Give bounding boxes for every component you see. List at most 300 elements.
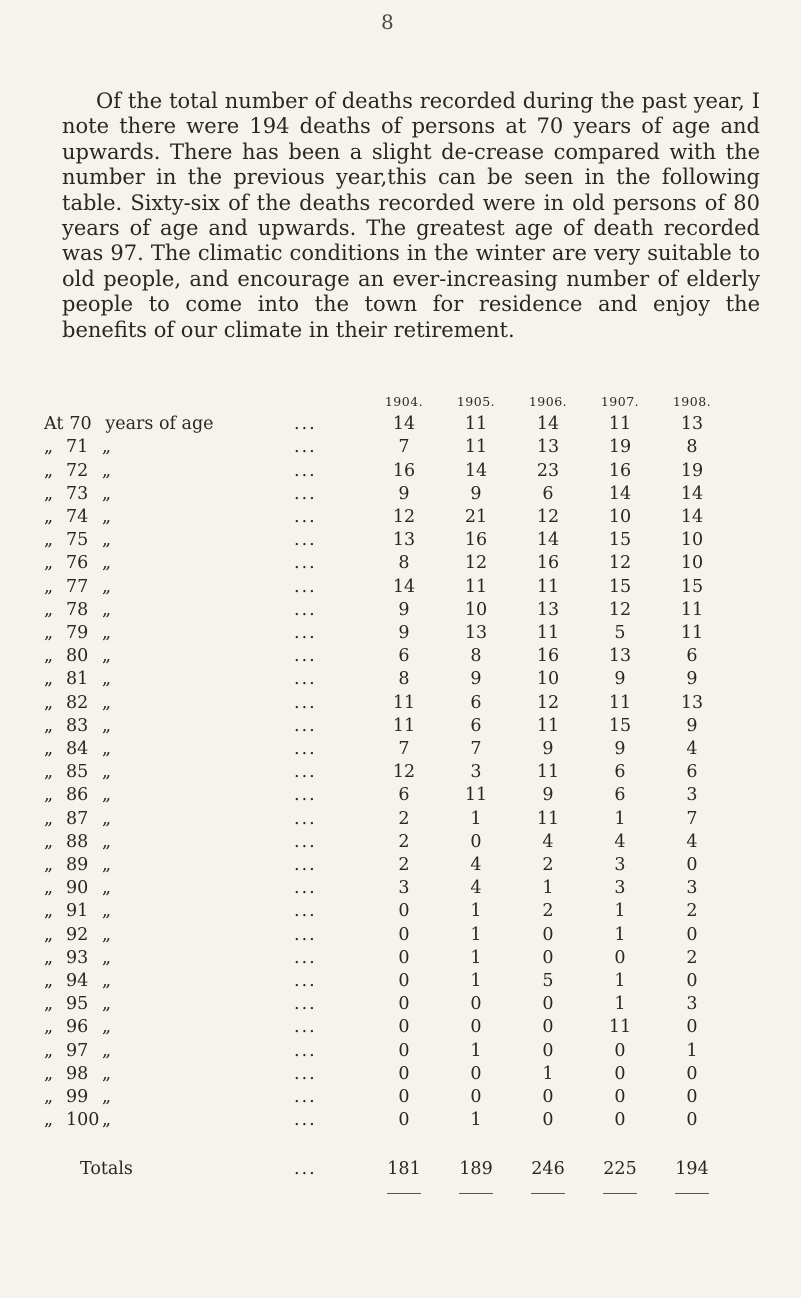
table-row	[44, 738, 728, 761]
death-count-cell: 11	[464, 576, 488, 597]
age-label	[44, 854, 294, 877]
death-count-cell: 0	[398, 1017, 410, 1038]
table-row	[44, 1086, 728, 1109]
age-label	[44, 900, 294, 923]
row-suffix: „	[102, 553, 112, 574]
death-count-cell: 0	[686, 1063, 698, 1084]
rule-line	[459, 1193, 493, 1194]
age-label	[44, 1109, 294, 1132]
death-count-cell: 9	[542, 739, 554, 760]
death-count-cell: 6	[470, 715, 482, 736]
age-value: 79	[66, 623, 89, 644]
death-count-cell: 1	[470, 971, 482, 992]
death-count-cell: 13	[680, 692, 704, 713]
death-count-cell: 1	[614, 808, 626, 829]
row-dots: ...	[294, 553, 317, 574]
death-count-cell: 0	[470, 831, 482, 852]
death-count-cell: 1	[542, 878, 554, 899]
row-dots: ...	[294, 530, 317, 551]
row-prefix: „	[44, 971, 54, 992]
death-count-cell: 0	[614, 1063, 626, 1084]
death-count-cell: 0	[398, 1087, 410, 1108]
death-count-cell: 12	[536, 507, 560, 528]
row-dots: ...	[294, 576, 317, 597]
row-dots: ...	[294, 483, 317, 504]
death-count-cell: 0	[470, 1063, 482, 1084]
death-count-cell: 4	[686, 739, 698, 760]
row-prefix: „	[44, 507, 54, 528]
row-suffix: „	[102, 692, 112, 713]
death-count-cell: 4	[470, 878, 482, 899]
age-label	[44, 576, 294, 599]
death-count-cell: 12	[608, 553, 632, 574]
death-count-cell: 11	[392, 692, 416, 713]
year-header: 1908.	[672, 394, 712, 409]
death-count-cell: 1	[470, 808, 482, 829]
death-count-cell: 1	[614, 994, 626, 1015]
row-prefix: „	[44, 715, 54, 736]
death-count-cell: 0	[542, 994, 554, 1015]
row-suffix: „	[102, 831, 112, 852]
age-value: 81	[66, 669, 89, 690]
row-prefix: „	[44, 878, 54, 899]
death-count-cell: 3	[686, 785, 698, 806]
row-dots: ...	[294, 739, 317, 760]
row-suffix: „	[102, 1110, 112, 1131]
death-count-cell: 15	[608, 530, 632, 551]
table-row	[44, 808, 728, 831]
row-suffix: „	[102, 646, 112, 667]
death-count-cell: 11	[464, 437, 488, 458]
age-value: 72	[66, 460, 89, 481]
death-count-cell: 14	[392, 576, 416, 597]
death-count-cell: 13	[464, 623, 488, 644]
table-row	[44, 877, 728, 900]
age-value: 77	[66, 576, 89, 597]
death-count-cell: 14	[536, 414, 560, 435]
death-count-cell: 10	[536, 669, 560, 690]
death-count-cell: 14	[680, 507, 704, 528]
death-count-cell: 3	[398, 878, 410, 899]
death-count-cell: 13	[392, 530, 416, 551]
death-count-cell: 9	[470, 669, 482, 690]
row-dots: ...	[294, 994, 317, 1015]
death-count-cell: 9	[398, 623, 410, 644]
row-suffix: „	[102, 599, 112, 620]
table-row	[44, 576, 728, 599]
death-count-cell: 0	[542, 924, 554, 945]
death-count-cell: 4	[686, 831, 698, 852]
age-label	[44, 1016, 294, 1039]
table-row	[44, 599, 728, 622]
table-row	[44, 552, 728, 575]
year-header: 1904.	[384, 394, 424, 409]
age-label	[44, 877, 294, 900]
age-value: 80	[66, 646, 89, 667]
row-suffix: „	[102, 1087, 112, 1108]
death-count-cell: 0	[614, 1087, 626, 1108]
row-dots: ...	[294, 924, 317, 945]
death-count-cell: 11	[464, 414, 488, 435]
row-dots: ...	[294, 692, 317, 713]
row-prefix: „	[44, 901, 54, 922]
year-header: 1907.	[600, 394, 640, 409]
rule-line	[387, 1193, 421, 1194]
death-count-cell: 14	[608, 483, 632, 504]
totals-label: Totals	[80, 1158, 133, 1179]
death-count-cell: 3	[614, 878, 626, 899]
row-prefix: „	[44, 1040, 54, 1061]
row-dots: ...	[294, 460, 317, 481]
total-cell: 194	[675, 1158, 709, 1179]
death-count-cell: 7	[470, 739, 482, 760]
table-row	[44, 900, 728, 923]
row-suffix: „	[102, 855, 112, 876]
table-row	[44, 413, 728, 436]
age-label	[44, 506, 294, 529]
death-count-cell: 8	[470, 646, 482, 667]
row-dots: ...	[294, 855, 317, 876]
age-label	[44, 413, 294, 436]
row-dots: ...	[294, 646, 317, 667]
row-prefix: „	[44, 646, 54, 667]
table-row	[44, 993, 728, 1016]
row-suffix: years of age	[105, 414, 214, 435]
row-suffix: „	[102, 1040, 112, 1061]
death-count-cell: 2	[542, 901, 554, 922]
death-count-cell: 0	[686, 855, 698, 876]
table-row	[44, 924, 728, 947]
death-count-cell: 2	[398, 808, 410, 829]
death-count-cell: 0	[686, 1017, 698, 1038]
row-suffix: „	[102, 808, 112, 829]
table-row	[44, 715, 728, 738]
death-count-cell: 10	[680, 530, 704, 551]
death-count-cell: 3	[614, 855, 626, 876]
age-label	[44, 947, 294, 970]
row-prefix: „	[44, 1063, 54, 1084]
table-row	[44, 622, 728, 645]
year-header-row	[44, 390, 728, 413]
death-count-cell: 16	[608, 460, 632, 481]
row-dots: ...	[294, 1158, 317, 1179]
death-count-cell: 8	[398, 553, 410, 574]
death-count-cell: 0	[614, 1110, 626, 1131]
table-row	[44, 970, 728, 993]
death-count-cell: 1	[470, 947, 482, 968]
death-count-cell: 23	[536, 460, 560, 481]
table-row	[44, 784, 728, 807]
row-prefix: „	[44, 483, 54, 504]
row-dots: ...	[294, 507, 317, 528]
page-number: 8	[381, 10, 394, 34]
row-prefix: „	[44, 739, 54, 760]
table-row	[44, 692, 728, 715]
row-suffix: „	[102, 878, 112, 899]
death-count-cell: 15	[608, 715, 632, 736]
age-value: 95	[66, 994, 89, 1015]
table-row	[44, 645, 728, 668]
age-label	[44, 715, 294, 738]
death-count-cell: 11	[464, 785, 488, 806]
death-count-cell: 14	[464, 460, 488, 481]
row-prefix: „	[44, 924, 54, 945]
death-count-cell: 16	[536, 646, 560, 667]
age-value: 99	[66, 1087, 89, 1108]
table-row	[44, 1063, 728, 1086]
age-label	[44, 808, 294, 831]
death-count-cell: 10	[608, 507, 632, 528]
age-value: 88	[66, 831, 89, 852]
death-count-cell: 0	[398, 1063, 410, 1084]
row-dots: ...	[294, 971, 317, 992]
age-label	[44, 483, 294, 506]
table-row	[44, 1040, 728, 1063]
death-count-cell: 1	[614, 924, 626, 945]
death-count-cell: 0	[470, 994, 482, 1015]
row-suffix: „	[102, 715, 112, 736]
death-count-cell: 3	[686, 878, 698, 899]
death-count-cell: 0	[398, 994, 410, 1015]
row-suffix: „	[102, 507, 112, 528]
death-count-cell: 2	[398, 855, 410, 876]
death-count-cell: 0	[398, 924, 410, 945]
age-label	[44, 738, 294, 761]
death-count-cell: 14	[680, 483, 704, 504]
row-prefix: „	[44, 692, 54, 713]
death-count-cell: 11	[608, 692, 632, 713]
death-count-cell: 11	[536, 576, 560, 597]
age-label	[44, 993, 294, 1016]
death-count-cell: 11	[680, 623, 704, 644]
table-row	[44, 854, 728, 877]
death-count-cell: 2	[542, 855, 554, 876]
row-dots: ...	[294, 1063, 317, 1084]
row-prefix: „	[44, 437, 54, 458]
death-count-cell: 0	[542, 1040, 554, 1061]
death-count-cell: 2	[398, 831, 410, 852]
death-count-cell: 5	[542, 971, 554, 992]
age-value: 97	[66, 1040, 89, 1061]
row-dots: ...	[294, 947, 317, 968]
row-prefix: „	[44, 460, 54, 481]
row-dots: ...	[294, 901, 317, 922]
age-value: 78	[66, 599, 89, 620]
death-count-cell: 9	[398, 483, 410, 504]
row-dots: ...	[294, 831, 317, 852]
row-dots: ...	[294, 878, 317, 899]
death-count-cell: 11	[536, 623, 560, 644]
age-label	[44, 529, 294, 552]
death-count-cell: 13	[680, 414, 704, 435]
death-count-cell: 3	[686, 994, 698, 1015]
total-cell: 246	[531, 1158, 565, 1179]
year-header: 1905.	[456, 394, 496, 409]
age-value: 93	[66, 947, 89, 968]
age-label	[44, 761, 294, 784]
deaths-by-age-table	[44, 390, 728, 1205]
age-value: 82	[66, 692, 89, 713]
death-count-cell: 0	[398, 1040, 410, 1061]
death-count-cell: 9	[542, 785, 554, 806]
row-prefix: „	[44, 831, 54, 852]
row-suffix: „	[102, 1017, 112, 1038]
row-prefix: „	[44, 1110, 54, 1131]
death-count-cell: 19	[680, 460, 704, 481]
death-count-cell: 15	[680, 576, 704, 597]
age-value: 91	[66, 901, 89, 922]
row-prefix: „	[44, 808, 54, 829]
death-count-cell: 1	[470, 1110, 482, 1131]
row-suffix: „	[102, 437, 112, 458]
death-count-cell: 21	[464, 507, 488, 528]
row-suffix: „	[102, 924, 112, 945]
death-count-cell: 1	[470, 924, 482, 945]
row-dots: ...	[294, 623, 317, 644]
death-count-cell: 0	[686, 1110, 698, 1131]
row-dots: ...	[294, 762, 317, 783]
row-suffix: „	[102, 669, 112, 690]
row-suffix: „	[102, 971, 112, 992]
row-prefix: „	[44, 785, 54, 806]
death-count-cell: 0	[686, 1087, 698, 1108]
age-label	[44, 436, 294, 459]
age-value: 75	[66, 530, 89, 551]
row-suffix: „	[102, 460, 112, 481]
death-count-cell: 11	[608, 414, 632, 435]
age-value: 92	[66, 924, 89, 945]
death-count-cell: 0	[542, 947, 554, 968]
row-dots: ...	[294, 1110, 317, 1131]
table-row	[44, 668, 728, 691]
age-label	[44, 924, 294, 947]
table-row	[44, 529, 728, 552]
death-count-cell: 7	[398, 437, 410, 458]
death-count-cell: 0	[686, 924, 698, 945]
death-count-cell: 11	[536, 762, 560, 783]
death-count-cell: 6	[686, 646, 698, 667]
age-value: 87	[66, 808, 89, 829]
death-count-cell: 10	[680, 553, 704, 574]
death-count-cell: 6	[398, 785, 410, 806]
death-count-cell: 7	[686, 808, 698, 829]
death-count-cell: 13	[608, 646, 632, 667]
row-suffix: „	[102, 623, 112, 644]
age-value: 76	[66, 553, 89, 574]
death-count-cell: 1	[470, 1040, 482, 1061]
row-prefix: „	[44, 669, 54, 690]
death-count-cell: 0	[398, 1110, 410, 1131]
death-count-cell: 9	[614, 739, 626, 760]
row-suffix: „	[102, 576, 112, 597]
death-count-cell: 1	[614, 971, 626, 992]
death-count-cell: 4	[542, 831, 554, 852]
row-dots: ...	[294, 599, 317, 620]
death-count-cell: 0	[470, 1087, 482, 1108]
death-count-cell: 0	[614, 1040, 626, 1061]
rule-line	[531, 1193, 565, 1194]
row-dots: ...	[294, 414, 317, 435]
death-count-cell: 0	[542, 1110, 554, 1131]
row-suffix: „	[102, 483, 112, 504]
death-count-cell: 0	[398, 971, 410, 992]
age-label	[44, 831, 294, 854]
age-value: 70	[69, 414, 92, 435]
death-count-cell: 15	[608, 576, 632, 597]
death-count-cell: 11	[536, 715, 560, 736]
age-label	[44, 622, 294, 645]
death-count-cell: 9	[398, 599, 410, 620]
death-count-cell: 7	[398, 739, 410, 760]
death-count-cell: 8	[398, 669, 410, 690]
row-dots: ...	[294, 808, 317, 829]
total-cell: 225	[603, 1158, 637, 1179]
age-label	[44, 970, 294, 993]
row-suffix: „	[102, 785, 112, 806]
death-count-cell: 8	[686, 437, 698, 458]
total-cell: 189	[459, 1158, 493, 1179]
table-row	[44, 1016, 728, 1039]
total-cell: 181	[387, 1158, 421, 1179]
death-count-cell: 2	[686, 947, 698, 968]
table-row	[44, 436, 728, 459]
death-count-cell: 11	[680, 599, 704, 620]
death-count-cell: 16	[536, 553, 560, 574]
rule-line	[603, 1193, 637, 1194]
death-count-cell: 6	[614, 762, 626, 783]
age-label	[44, 552, 294, 575]
death-count-cell: 16	[392, 460, 416, 481]
row-prefix: „	[44, 623, 54, 644]
row-prefix: „	[44, 762, 54, 783]
age-value: 71	[66, 437, 89, 458]
row-suffix: „	[102, 530, 112, 551]
age-value: 83	[66, 715, 89, 736]
age-value: 86	[66, 785, 89, 806]
age-value: 89	[66, 855, 89, 876]
death-count-cell: 11	[536, 808, 560, 829]
age-label	[44, 460, 294, 483]
age-value: 100	[66, 1110, 100, 1131]
table-row	[44, 460, 728, 483]
table-row	[44, 483, 728, 506]
row-dots: ...	[294, 437, 317, 458]
death-count-cell: 14	[536, 530, 560, 551]
age-label	[44, 692, 294, 715]
death-count-cell: 9	[470, 483, 482, 504]
row-suffix: „	[102, 762, 112, 783]
table-row	[44, 506, 728, 529]
death-count-cell: 12	[464, 553, 488, 574]
row-suffix: „	[102, 994, 112, 1015]
death-count-cell: 6	[614, 785, 626, 806]
row-suffix: „	[102, 1063, 112, 1084]
row-dots: ...	[294, 1017, 317, 1038]
age-value: 98	[66, 1063, 89, 1084]
death-count-cell: 9	[686, 669, 698, 690]
death-count-cell: 11	[392, 715, 416, 736]
row-prefix: „	[44, 576, 54, 597]
age-label	[44, 1040, 294, 1063]
death-count-cell: 6	[398, 646, 410, 667]
age-value: 94	[66, 971, 89, 992]
death-count-cell: 19	[608, 437, 632, 458]
row-prefix: „	[44, 994, 54, 1015]
age-value: 74	[66, 507, 89, 528]
death-count-cell: 0	[614, 947, 626, 968]
age-label	[44, 645, 294, 668]
row-suffix: „	[102, 947, 112, 968]
